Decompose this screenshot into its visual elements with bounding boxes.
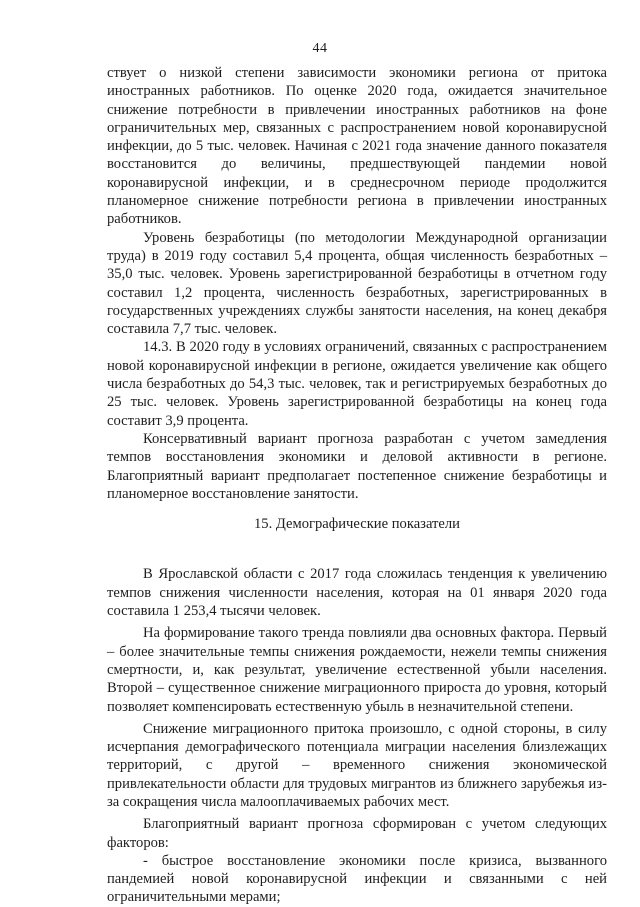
page-number: 44 — [312, 41, 328, 56]
paragraph-forecast-variants: Консервативный вариант прогноза разработан с учетом замедления темпов восстановления экономики и деловой активности в регионе. Благоприятный вариант предполагает постепенное снижение безработицы и планомерное восстановление занятости. — [107, 430, 607, 502]
paragraph-population-trend: В Ярославской области с 2017 года сложилась тенденция к увеличению темпов снижения численности населения, которая на 01 января 2020 года составила 1 253,4 тысячи человек. — [107, 566, 607, 620]
paragraph-unemployment-2019: Уровень безработицы (по методологии Международной организации труда) в 2019 году составил 5,4 процента, общая численность безработных – 35,0 тыс. человек. Уровень зарегистрированной безработицы в отчетном году составил 1,2 процента, численность безработных, зарегистрированных в государственных учреждениях службы занятости населения, на конец декабря составила 7,7 тыс. человек. — [107, 229, 607, 338]
paragraph-foreign-workers: ствует о низкой степени зависимости экономики региона от притока иностранных работников. По оценке 2020 года, ожидается значительное снижение потребности в привлечении иностранных работников на фоне ограничительных мер, связанных с распространением новой коронавирусной инфекции, до 5 тыс. человек. Начиная с 2021 года значение данного показателя восстановится до величины, предшествующей пандемии новой коронавирусной инфекции, и в среднесрочном периоде продолжится планомерное снижение потребности региона в привлечении иностранных работников. — [107, 65, 607, 228]
document-body — [107, 64, 607, 907]
paragraph-migration-decline: Снижение миграционного притока произошло, с одной стороны, в силу исчерпания демографического потенциала миграции населения близлежащих территорий, с другой – временного снижения экономической привлекательности области для трудовых мигрантов из ближнего зарубежья из-за сокращения числа малооплачиваемых рабочих мест. — [107, 720, 607, 810]
section-heading: 15. Демографические показатели — [253, 516, 460, 533]
paragraph-trend-factors: На формирование такого тренда повлияли два основных фактора. Первый – более значительные темпы снижения рождаемости, нежели темпы снижения смертности, и, как результат, увеличение естественной убыли населения. Второй – существенное снижение миграционного прироста до уровня, который позволяет компенсировать естественную убыль в незначительной степени. — [107, 625, 607, 715]
list-item-economic-recovery: - быстрое восстановление экономики после кризиса, вызванного пандемией новой коронавирусной инфекции и связанными с ней ограничительными мерами; — [107, 852, 607, 906]
paragraph-favorable-variant: Благоприятный вариант прогноза сформирован с учетом следующих факторов: — [107, 816, 607, 851]
paragraph-unemployment-2020: 14.3. В 2020 году в условиях ограничений, связанных с распространением новой коронавирусной инфекции в регионе, ожидается увеличение как общего числа безработных до 54,3 тыс. человек, так и регистрируемых безработных до 25 тыс. человек. Уровень зарегистрированной безработицы на конец года составит 3,9 процента. — [107, 339, 607, 429]
